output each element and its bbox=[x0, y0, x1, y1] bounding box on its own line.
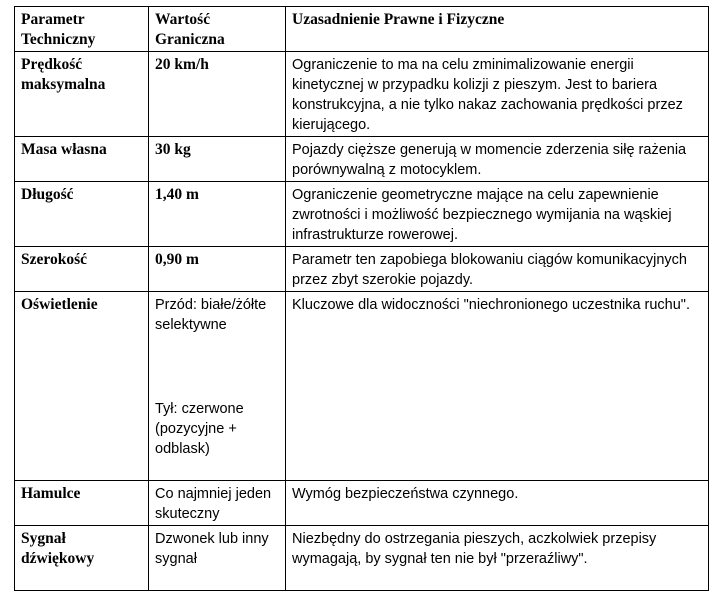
header-justification: Uzasadnienie Prawne i Fizyczne bbox=[286, 7, 709, 52]
row-justification: Pojazdy cięższe generują w momencie zderzenia siłę rażenia porównywalną z motocyklem. bbox=[286, 137, 709, 182]
row-parameter: Masa własna bbox=[15, 137, 149, 182]
table-row bbox=[15, 247, 709, 292]
table-row bbox=[15, 481, 709, 526]
row-justification: Niezbędny do ostrzegania pieszych, aczkolwiek przepisy wymagają, by sygnał ten nie był "przeraźliwy". bbox=[286, 526, 709, 591]
lighting-rear: Tył: czerwone (pozycyjne + odblask) bbox=[155, 401, 244, 457]
parameters-table bbox=[14, 6, 709, 591]
row-parameter: Sygnał dźwiękowy bbox=[15, 526, 149, 591]
header-limit-value: Wartość Graniczna bbox=[149, 7, 286, 52]
table-row bbox=[15, 526, 709, 591]
row-parameter: Długość bbox=[15, 182, 149, 247]
lighting-front: Przód: białe/żółte selektywne bbox=[155, 297, 267, 333]
row-justification: Kluczowe dla widoczności "niechronionego uczestnika ruchu". bbox=[286, 292, 709, 481]
row-value: 0,90 m bbox=[149, 247, 286, 292]
row-justification: Ograniczenie to ma na celu zminimalizowanie energii kinetycznej w przypadku kolizji z pieszym. Jest to bariera konstrukcyjna, a nie tylko nakaz zachowania prędkości przez kierującego. bbox=[286, 52, 709, 137]
row-value: Co najmniej jeden skuteczny bbox=[149, 481, 286, 526]
row-value: 30 kg bbox=[149, 137, 286, 182]
row-parameter: Szerokość bbox=[15, 247, 149, 292]
row-justification: Wymóg bezpieczeństwa czynnego. bbox=[286, 481, 709, 526]
row-justification: Ograniczenie geometryczne mające na celu zapewnienie zwrotności i możliwość bezpiecznego wymijania na wąskiej infrastrukturze rowerowej. bbox=[286, 182, 709, 247]
table-row bbox=[15, 182, 709, 247]
table-row bbox=[15, 52, 709, 137]
table-header-row bbox=[15, 7, 709, 52]
row-value: 20 km/h bbox=[149, 52, 286, 137]
row-parameter: Hamulce bbox=[15, 481, 149, 526]
row-value: Dzwonek lub inny sygnał bbox=[149, 526, 286, 591]
row-parameter: Oświetlenie bbox=[15, 292, 149, 481]
header-parameter: Parametr Techniczny bbox=[15, 7, 149, 52]
spacer bbox=[155, 335, 279, 399]
table-row bbox=[15, 137, 709, 182]
row-parameter: Prędkość maksymalna bbox=[15, 52, 149, 137]
row-value: 1,40 m bbox=[149, 182, 286, 247]
row-value-lighting bbox=[149, 292, 286, 481]
table-row bbox=[15, 292, 709, 481]
row-justification: Parametr ten zapobiega blokowaniu ciągów komunikacyjnych przez zbyt szerokie pojazdy. bbox=[286, 247, 709, 292]
